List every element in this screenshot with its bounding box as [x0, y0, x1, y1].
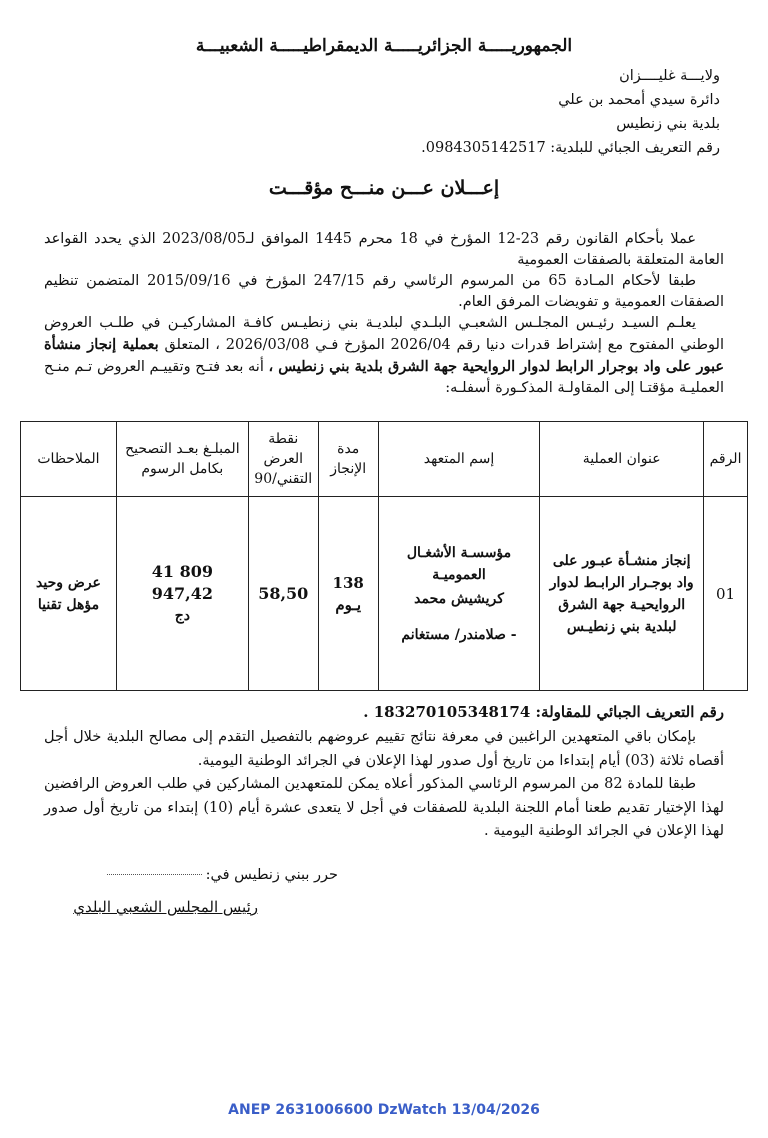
results-consultation-text: بإمكان باقي المتعهدين الراغبين في معرفة نتائج تقييم عروضهم بالتفصيل التقدم إلى مصالح البلدية خلال أجل أقصاه ثلاثة (03) أيام إبتداءا من تاريخ أول صدور لهذا الإعلان في الجرائد الوطنية اليومية.: [44, 729, 724, 769]
col-duration: مدة الإنجاز: [318, 422, 378, 497]
appeal-text: طبقا للمادة 82 من المرسوم الرئاسي المذكور أعلاه يمكن للمتعهدين المشاركين في طلب العروض الرافضين لهذا الإختيار تقديم طعنا أمام اللجنة البلدية للصفقات في أجل لا يتعدى عشرة أيام (10) إبتداء من تاريخ أول صدور لهذا الإعلان في الجرائد الوطنية اليومية .: [44, 776, 724, 839]
col-notes: الملاحظات: [21, 422, 117, 497]
decree-reference: طبقا لأحكام المـادة 65 من المرسوم الرئاسي رقم 247/15 المؤرخ في 2015/09/16 المتضمن تنظيم الصفقات العمومية و تفويضات المرفق العام.: [44, 273, 724, 310]
col-amount: المبلـغ بعـد التصحيح بكامل الرسوم: [116, 422, 248, 497]
award-table: [20, 421, 748, 691]
footer-reference: ANEP 2631006600 DzWatch 13/04/2026: [228, 1102, 540, 1118]
duration-unit: يـوم: [335, 595, 361, 614]
contractor-type: مؤسسـة الأشغـال العموميـة: [406, 544, 512, 583]
col-contractor: إسم المتعهد: [378, 422, 540, 497]
date-dots: [107, 874, 202, 875]
operation-name: بعملية إنجاز منشأة عبور على واد بوجرار الرابط لدوار الروايحية جهة الشرق بلدية بني زنطيس ،: [44, 336, 724, 375]
notice-title: إعـــلان عـــن منـــح مؤقـــت: [268, 177, 500, 199]
law-reference: عملا بأحكام القانون رقم 23-12 المؤرخ في 18 محرم 1445 الموافق لـ2023/08/05 الذي يحدد القواعد العامة المتعلقة بالصفقات العمومية: [44, 231, 724, 268]
announcement-end: أنه بعد فتـح وتقييـم العروض تـم منـح العمليـة مؤقتـا إلى المقاولـة المذكـورة أسفلـه:: [44, 359, 724, 396]
table-row: [21, 497, 748, 691]
amount-unit: دج: [174, 607, 190, 624]
table-header-row: [21, 422, 748, 497]
row-contractor: [378, 497, 540, 691]
col-tech-score: نقطة العرض التقني/90: [248, 422, 318, 497]
row-duration: [318, 497, 378, 691]
row-number: 01: [704, 497, 748, 691]
intro-paragraphs: [44, 229, 724, 399]
row-amount: [116, 497, 248, 691]
announcement-text: [44, 313, 724, 399]
commune-tax-id: رقم التعريف الجبائي للبلدية: 0984305142517.: [421, 140, 720, 156]
amount-value: 41 809 947,42: [151, 561, 213, 603]
daira-line: دائرة سيدي أمحمد بن علي: [558, 92, 720, 108]
duration-value: 138: [332, 573, 364, 592]
signatory-title: رئيس المجلس الشعبي البلدي: [73, 898, 258, 916]
col-number: الرقم: [704, 422, 748, 497]
row-operation-title: إنجاز منشـأة عبـور على واد بوجـرار الرابـط لدوار الروايحيـة جهة الشرق لبلدية بني زنطيـس: [540, 497, 704, 691]
signed-at-label: حرر ببني زنطيس في:: [205, 867, 338, 883]
announcement-start: يعلـم السيـد رئيـس المجلـس الشعبـي البلـدي لبلديـة بني زنطيـس كافـة المشاركيـن في طلـب العروض الوطني المفتوح مع إشتراط قدرات دنيا رقم 2026/04 المؤرخ فـي 2026/03/08 ، المتعلق: [44, 315, 724, 353]
closing-paragraphs: [44, 726, 724, 844]
commune-line: بلدية بني زنطيس: [616, 116, 720, 132]
signed-at-line: [107, 867, 338, 883]
issuer-block: [120, 64, 720, 160]
contractor-tax-id: رقم التعريف الجبائي للمقاولة: 183270105348174 .: [363, 703, 724, 721]
republic-heading: الجمهوريـــــة الجزائريـــــة الديمقراطيـــــة الشعبيـــة: [195, 36, 573, 56]
row-tech-score: 58,50: [248, 497, 318, 691]
contractor-location: - صلامندر/ مستغانم: [401, 626, 517, 643]
row-notes: عرض وحيد مؤهل تقنيا: [21, 497, 117, 691]
wilaya-line: ولايـــة غليــــزان: [619, 68, 720, 84]
contractor-name: كريشيش محمد: [414, 590, 504, 607]
col-operation-title: عنوان العملية: [540, 422, 704, 497]
